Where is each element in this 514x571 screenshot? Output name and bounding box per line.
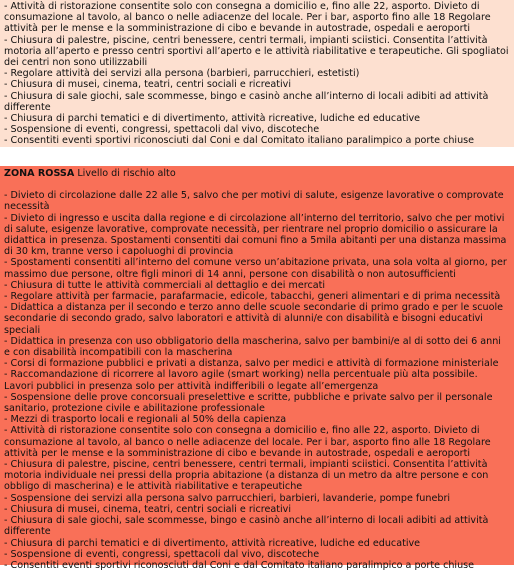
list-item: - Consentiti eventi sportivi riconosciuti dal Coni e dal Comitato italiano paralimpico a porte chiuse	[4, 135, 475, 147]
list-item: - Chiusura di parchi tematici e di divertimento, attività ricreative, ludiche ed educative	[4, 537, 421, 549]
list-item: - Divieto di ingresso e uscita dalla regione e di circolazione all’interno del territorio, salvo che per motivi di salute, esigenze lavorative, comprovate necessità, per rientrare nel proprio domicilio o assicurare la didattica in presenza. Spostamenti consentiti dai comuni fino a 5mila abitanti per una distanza massima di 30 km, tranne verso i capoluoghi di provincia	[4, 212, 507, 258]
list-item: - Chiusura di palestre, piscine, centri benessere, centri termali, impianti sciistici. Consentita l’attività motoria all’aperto e presso centri sportivi all’aperto e le attività riabilitative e terapeutiche. Gli spogliatoi dei centri non sono utilizzabili	[4, 34, 509, 69]
list-item: - Chiusura di parchi tematici e di divertimento, attività ricreative, ludiche ed educative	[4, 113, 421, 125]
zone-title: ZONA ROSSA	[4, 168, 75, 179]
red-zone-panel	[0, 166, 514, 571]
list-item: - Chiusura di sale giochi, sale scommesse, bingo e casinò anche all’interno di locali adibiti ad attività differente	[4, 515, 489, 538]
list-item: - Chiusura di tutte le attività commerciali al dettaglio e dei mercati	[4, 279, 326, 291]
list-item: - Raccomandazione di ricorrere al lavoro agile (smart working) nella percentuale più alta possibile. Lavori pubblici in presenza solo per attività indifferibili o legate all’emergenza	[4, 369, 478, 392]
list-item: - Regolare attività dei servizi alla persona (barbieri, parrucchieri, estetisti)	[4, 68, 360, 80]
list-item: - Chiusura di musei, cinema, teatri, centri sociali e ricreativi	[4, 503, 292, 515]
list-item: - Didattica a distanza per il secondo e terzo anno delle scuole secondarie di primo grado e per le scuole secondarie di secondo grado, salvo laboratori e attività di alunni/e con disabilità e bisogni educativi speciali	[4, 302, 504, 336]
list-item: - Sospensione delle prove concorsuali preselettive e scritte, pubbliche e private salvo per il personale sanitario, protezione civile e abilitazione professionale	[4, 391, 493, 415]
list-item: - Didattica in presenza con uso obbligatorio della mascherina, salvo per bambini/e al di sotto dei 6 anni e con disabilità incompatibili con la mascherina	[4, 335, 501, 359]
list-item: - Chiusura di musei, cinema, teatri, centri sociali e ricreativi	[4, 79, 292, 91]
panel-gap	[0, 147, 514, 166]
list-item: - Consentiti eventi sportivi riconosciuti dal Coni e dal Comitato italiano paralimpico a porte chiuse	[4, 559, 475, 571]
zone-heading	[4, 168, 509, 179]
risk-level: Livello di rischio alto	[74, 168, 176, 179]
list-item: - Corsi di formazione pubblici e privati a distanza, salvo per medici e attività di formazione ministeriale	[4, 358, 499, 370]
list-item: - Sospensione di eventi, congressi, spettacoli dal vivo, discoteche	[4, 548, 320, 560]
list-item: - Sospensione dei servizi alla persona salvo parrucchieri, barbieri, lavanderie, pompe funebri	[4, 492, 451, 504]
list-item: - Divieto di circolazione dalle 22 alle 5, salvo che per motivi di salute, esigenze lavorative o comprovate necessità	[4, 190, 504, 213]
list-item: - Chiusura di palestre, piscine, centri benessere, centri termali, impianti sciistici. Consentita l’attività motoria individuale nei pressi della propria abitazione (a distanza di un metro da altre persone e con obbligo di mascherina) e le attività riabilitative e terapeutiche	[4, 459, 489, 493]
list-item: - Regolare attività per farmacie, parafarmacie, edicole, tabacchi, generi alimentari e di prima necessità	[4, 291, 501, 303]
orange-zone-panel	[0, 0, 514, 147]
list-item: - Chiusura di sale giochi, sale scommesse, bingo e casinò anche all’interno di locali adibiti ad attività differente	[4, 90, 489, 113]
list-item: - Attività di ristorazione consentite solo con consegna a domicilio e, fino alle 22, asporto. Divieto di consumazione al tavolo, al banco o nelle adiacenze del locale. Per i bar, asporto fino alle 18 Regolare attività per le mense e la somministrazione di cibo e bevande in autostrade, ospedali e aeroporti	[4, 425, 491, 459]
list-item: - Mezzi di trasporto locali e regionali al 50% della capienza	[4, 414, 287, 426]
list-item: - Spostamenti consentiti all’interno del comune verso un’abitazione privata, una sola volta al giorno, per massimo due persone, oltre figli minori di 14 anni, persone con disabilità o non autosufficienti	[4, 257, 507, 280]
list-item: - Attività di ristorazione consentite solo con consegna a domicilio e, fino alle 22, asporto. Divieto di consumazione al tavolo, al banco o nelle adiacenze del locale. Per i bar, asporto fino alle 18 Regolare attività per le mense e la somministrazione di cibo e bevande in autostrade, ospedali e aeroporti	[4, 1, 491, 35]
list-item: - Sospensione di eventi, congressi, spettacoli dal vivo, discoteche	[4, 124, 320, 136]
